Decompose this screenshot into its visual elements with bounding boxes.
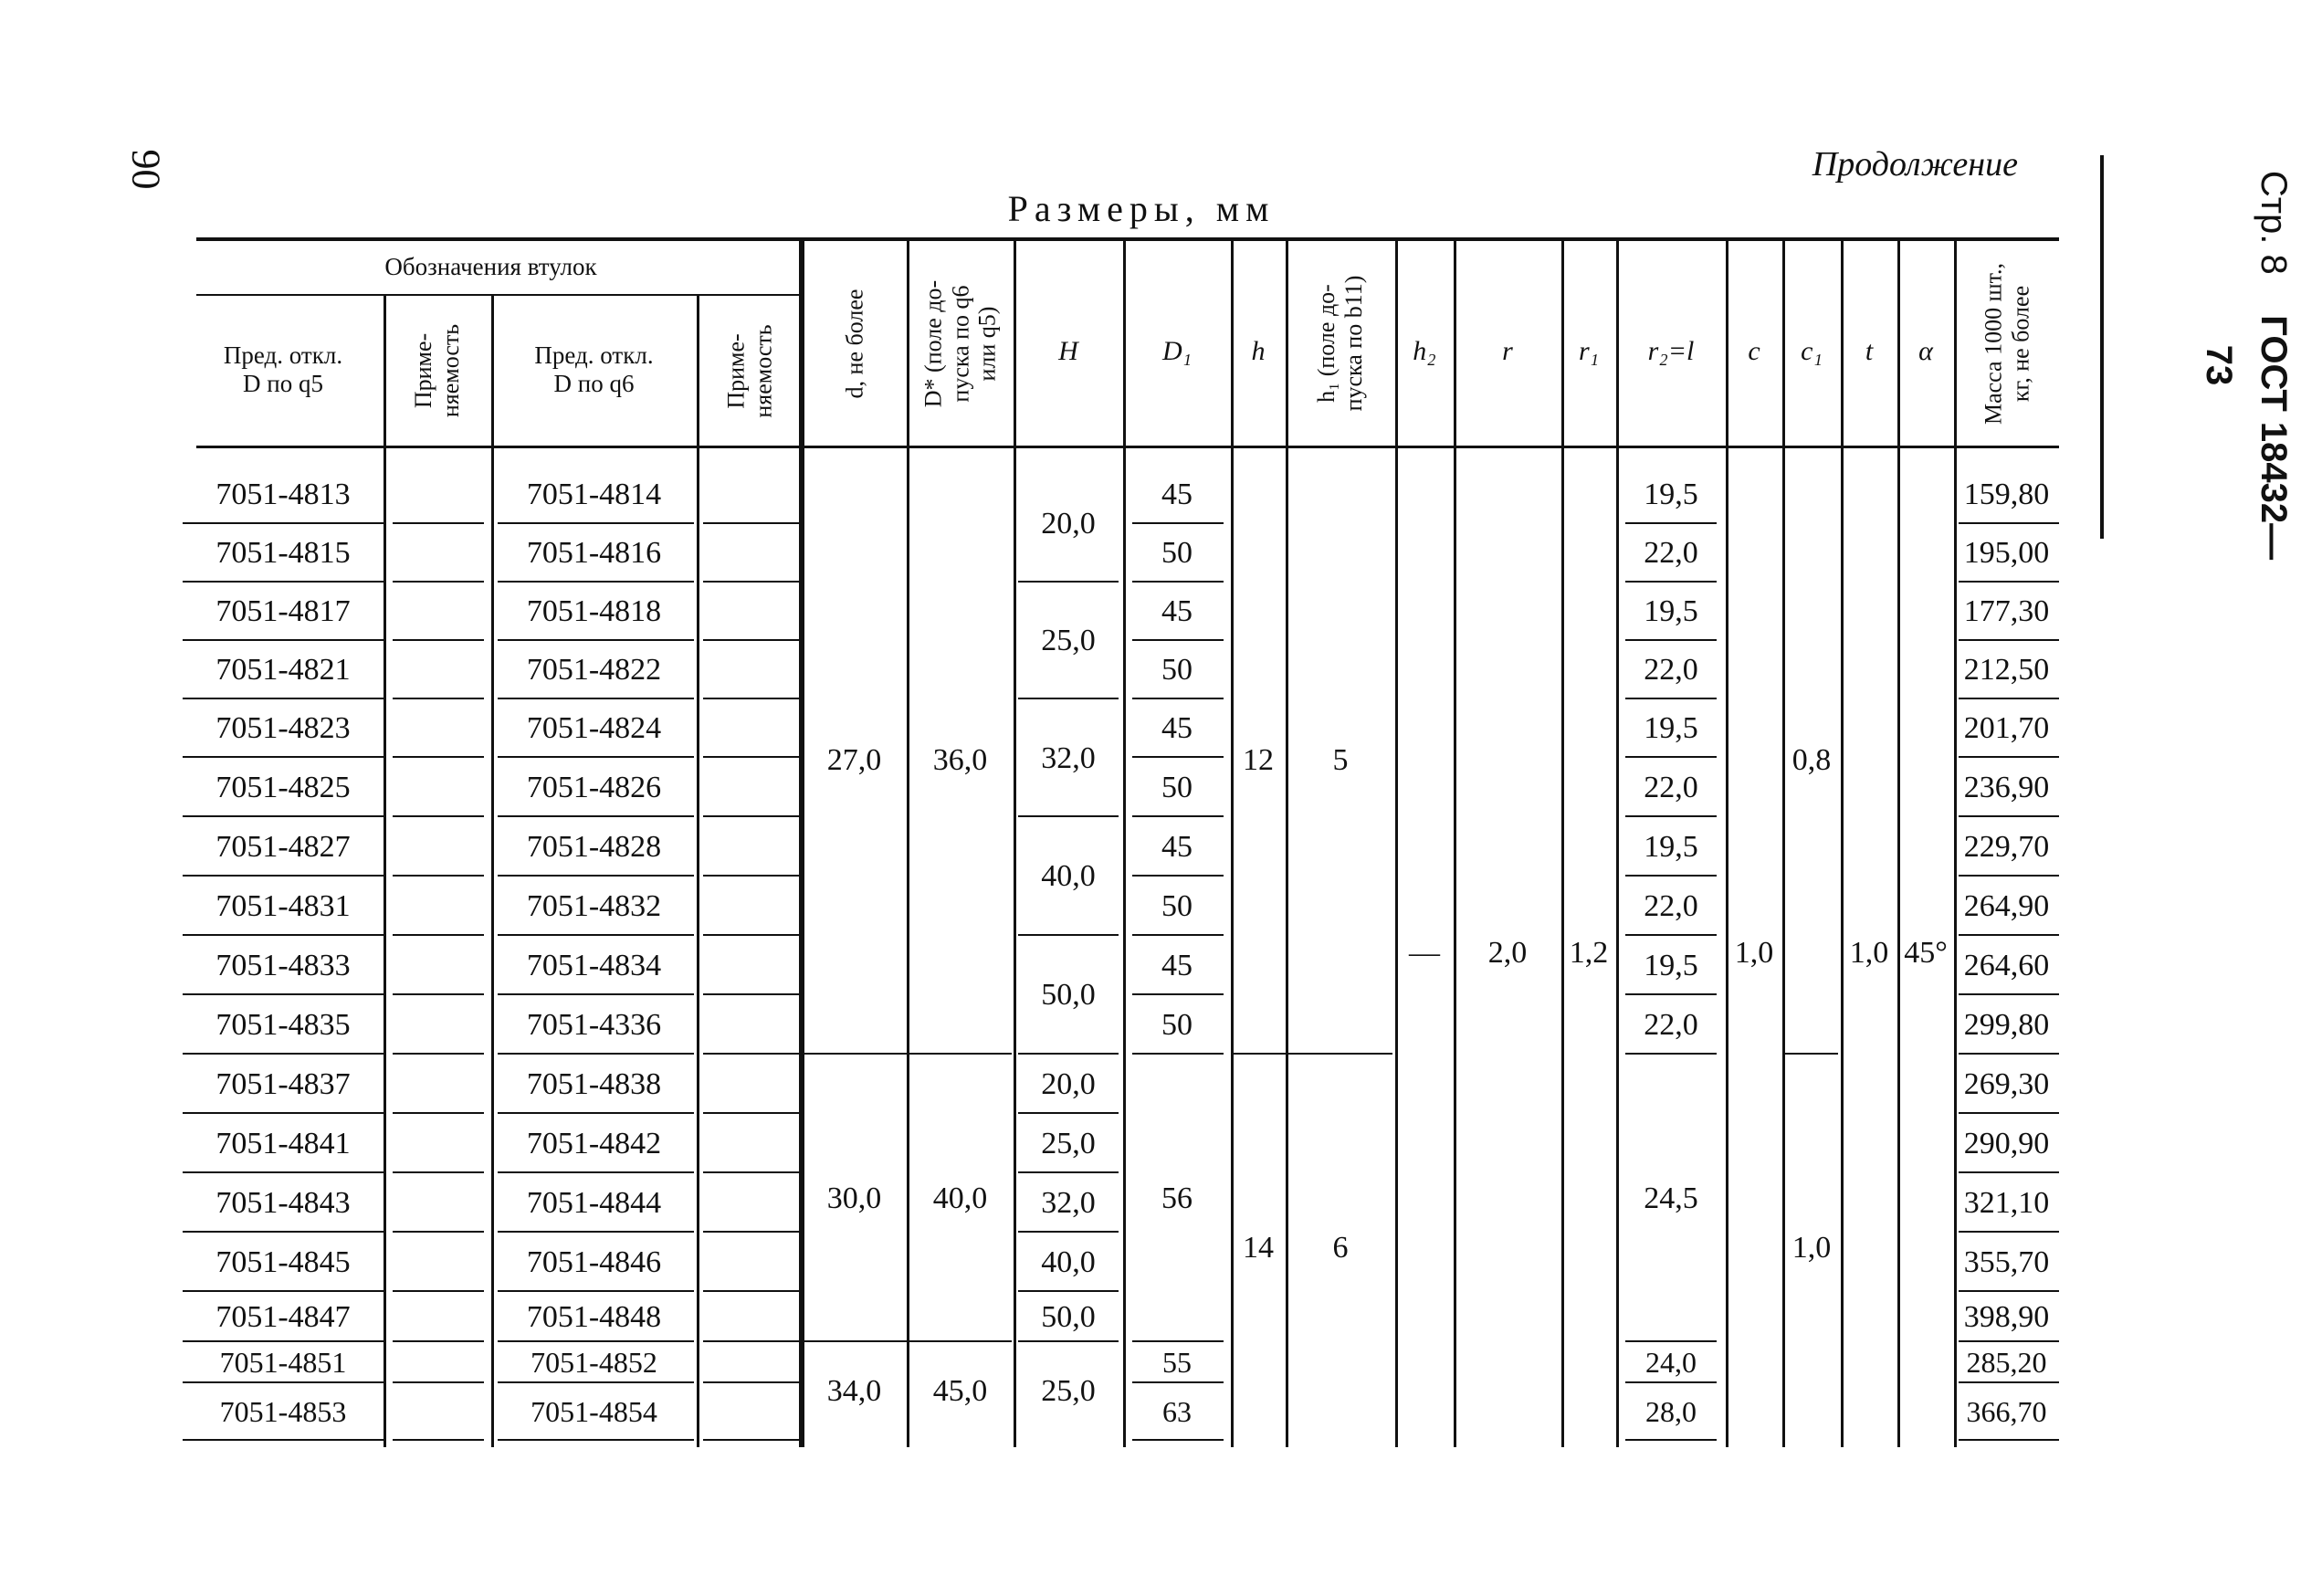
r2-cell: 24,0 xyxy=(1645,1346,1697,1379)
r2-cell: 22,0 xyxy=(1644,770,1698,804)
row-rule xyxy=(1018,698,1119,699)
header-r2: r₂=l xyxy=(1647,335,1695,366)
d1-cell: 50 xyxy=(1161,536,1193,570)
row-rule xyxy=(1625,1340,1717,1342)
row-rule xyxy=(393,522,484,524)
header-pred-q5: Пред. откл. D по q5 xyxy=(223,341,343,397)
d1-cell: 50 xyxy=(1161,1007,1193,1042)
row-rule xyxy=(703,581,799,583)
r2-cell: 22,0 xyxy=(1644,888,1698,923)
r2-cell: 19,5 xyxy=(1644,829,1698,864)
designation-q5-cell: 7051-4827 xyxy=(215,829,351,864)
row-rule xyxy=(393,1340,484,1342)
designation-q5-cell: 7051-4841 xyxy=(215,1126,351,1160)
designation-q6-cell: 7051-4818 xyxy=(526,594,662,628)
row-rule xyxy=(703,698,799,699)
row-rule xyxy=(703,993,799,995)
mass-cell: 177,30 xyxy=(1963,594,2050,628)
d1-cell: 50 xyxy=(1161,653,1193,687)
designation-q6-cell: 7051-4824 xyxy=(526,711,662,745)
column-divider xyxy=(384,295,386,1447)
header-d: d, не более xyxy=(840,289,867,398)
designation-q6-cell: 7051-4816 xyxy=(526,536,662,570)
mass-cell: 201,70 xyxy=(1963,711,2050,745)
mass-cell: 195,00 xyxy=(1963,536,2050,570)
designation-q5-cell: 7051-4813 xyxy=(215,478,351,511)
row-rule xyxy=(1018,1053,1119,1055)
c1-group-2: 1,0 xyxy=(1791,1230,1832,1265)
mass-cell: 285,20 xyxy=(1966,1346,2047,1379)
designation-q5-cell: 7051-4821 xyxy=(215,653,351,687)
mass-cell: 264,60 xyxy=(1963,948,2050,982)
dstar-group-2: 40,0 xyxy=(932,1181,988,1215)
d-group-1: 27,0 xyxy=(826,742,882,777)
row-rule xyxy=(393,875,484,877)
row-rule xyxy=(703,1231,799,1233)
page-number: 90 xyxy=(123,149,169,190)
table-top-rule xyxy=(196,237,2059,241)
d-group-2: 30,0 xyxy=(826,1181,882,1215)
row-rule xyxy=(703,1381,799,1383)
group-rule xyxy=(804,1340,1012,1342)
d1-cell: 45 xyxy=(1161,948,1193,982)
designation-q6-cell: 7051-4336 xyxy=(526,1007,662,1042)
r2-cell: 19,5 xyxy=(1644,711,1698,745)
sidebar-standard: ГОСТ 18432—73 xyxy=(2199,315,2294,561)
row-rule xyxy=(393,815,484,817)
h-height-group-7: 25,0 xyxy=(1041,1374,1096,1408)
mass-cell: 299,80 xyxy=(1963,1007,2050,1042)
mass-cell: 236,90 xyxy=(1963,770,2050,804)
mass-cell: 269,30 xyxy=(1963,1066,2050,1101)
d1-cell: 50 xyxy=(1161,770,1193,804)
designation-q5-cell: 7051-4845 xyxy=(215,1244,351,1279)
r1-all: 1,2 xyxy=(1569,936,1609,970)
designation-q5-cell: 7051-4847 xyxy=(215,1299,351,1334)
header-D1: D₁ xyxy=(1161,335,1193,366)
dstar-group-1: 36,0 xyxy=(932,742,988,777)
c1-group-1: 0,8 xyxy=(1791,742,1832,777)
designation-q5-cell: 7051-4835 xyxy=(215,1007,351,1042)
h-height-group-4: 40,0 xyxy=(1041,859,1096,893)
header-H: H xyxy=(1058,335,1078,366)
row-rule xyxy=(703,639,799,641)
h-group-1: 12 xyxy=(1243,742,1274,777)
row-rule xyxy=(1959,1439,2059,1441)
sidebar-page-ref: Стр. 8 xyxy=(2254,170,2294,275)
r2-cell: 19,5 xyxy=(1644,594,1698,628)
r2-cell: 22,0 xyxy=(1644,1007,1698,1042)
group-rule xyxy=(1233,1053,1392,1055)
designation-q5-cell: 7051-4831 xyxy=(215,888,351,923)
designation-q6-cell: 7051-4838 xyxy=(526,1066,662,1101)
row-rule xyxy=(498,1439,694,1441)
row-rule xyxy=(703,522,799,524)
row-rule xyxy=(393,1231,484,1233)
row-rule xyxy=(393,756,484,758)
mass-cell: 355,70 xyxy=(1963,1244,2050,1279)
header-r: r xyxy=(1502,335,1513,366)
h-height-group-2: 25,0 xyxy=(1041,624,1096,657)
header-designations: Обозначения втулок xyxy=(384,253,597,281)
header-h2: h₂ xyxy=(1413,335,1436,366)
designation-q6-cell: 7051-4848 xyxy=(526,1299,662,1334)
designation-q5-cell: 7051-4837 xyxy=(215,1066,351,1101)
header-applicability-1: Приме- няемость xyxy=(410,323,464,418)
row-rule xyxy=(393,639,484,641)
mass-cell: 212,50 xyxy=(1963,653,2050,687)
r-all: 2,0 xyxy=(1487,936,1528,970)
d-group-3: 34,0 xyxy=(826,1374,882,1408)
d1-cell: 50 xyxy=(1161,888,1193,923)
designation-q6-cell: 7051-4828 xyxy=(526,829,662,864)
sidebar-rule xyxy=(2100,155,2104,539)
r2-cell: 28,0 xyxy=(1645,1395,1697,1428)
designations-underline xyxy=(196,294,799,296)
t-all: 1,0 xyxy=(1849,936,1889,970)
d1-cell: 45 xyxy=(1161,478,1193,511)
header-c: c xyxy=(1748,335,1760,366)
mass-cell: 229,70 xyxy=(1963,829,2050,864)
row-rule xyxy=(393,1439,484,1441)
dstar-group-3: 45,0 xyxy=(932,1374,988,1408)
d1-cell: 45 xyxy=(1161,829,1193,864)
mass-cell: 321,10 xyxy=(1963,1185,2050,1220)
row-rule xyxy=(393,581,484,583)
h2-all: — xyxy=(1409,936,1440,970)
header-h: h xyxy=(1251,335,1266,366)
r2-group-2: 24,5 xyxy=(1644,1181,1698,1215)
header-mass: Масса 1000 шт., кг, не более xyxy=(1979,262,2033,425)
h-height-cell: 20,0 xyxy=(1041,1066,1096,1101)
row-rule xyxy=(703,1171,799,1173)
h-height-group-3: 32,0 xyxy=(1041,740,1096,775)
designation-q6-cell: 7051-4842 xyxy=(526,1126,662,1160)
row-rule xyxy=(393,1053,484,1055)
row-rule xyxy=(703,1340,799,1342)
designation-q6-cell: 7051-4822 xyxy=(526,653,662,687)
row-rule xyxy=(1132,1439,1224,1441)
row-rule xyxy=(703,1290,799,1292)
group-rule xyxy=(804,1053,1012,1055)
d1-cell: 45 xyxy=(1161,594,1193,628)
designation-q6-cell: 7051-4846 xyxy=(526,1244,662,1279)
designation-q6-cell: 7051-4852 xyxy=(531,1346,657,1379)
designation-q5-cell: 7051-4833 xyxy=(215,948,351,982)
header-applicability-2: Приме- няемость xyxy=(721,323,776,418)
row-rule xyxy=(703,934,799,936)
d1-group-2: 56 xyxy=(1161,1181,1193,1215)
continuation-label: Продолжение xyxy=(1812,145,2018,184)
designation-q5-cell: 7051-4843 xyxy=(215,1185,351,1220)
row-rule xyxy=(703,756,799,758)
row-rule xyxy=(393,1112,484,1114)
row-rule xyxy=(703,1439,799,1441)
sizes-title: Размеры, мм xyxy=(1007,188,1276,229)
header-alpha: α xyxy=(1918,335,1933,366)
header-pred-q6: Пред. откл. D по q6 xyxy=(534,341,654,397)
mass-cell: 290,90 xyxy=(1963,1126,2050,1160)
group-rule xyxy=(1785,1053,1838,1055)
r2-cell: 19,5 xyxy=(1644,478,1698,511)
designation-q6-cell: 7051-4854 xyxy=(531,1395,657,1428)
sidebar-standard-ref xyxy=(2199,164,2301,566)
row-rule xyxy=(1018,581,1119,583)
row-rule xyxy=(1018,934,1119,936)
mass-cell: 366,70 xyxy=(1966,1395,2047,1428)
row-rule xyxy=(703,815,799,817)
header-t: t xyxy=(1865,335,1874,366)
designation-q6-cell: 7051-4832 xyxy=(526,888,662,923)
designation-q5-cell: 7051-4825 xyxy=(215,770,351,804)
header-h1: h₁ (поле до- пуска по b11) xyxy=(1313,275,1367,412)
d1-cell: 55 xyxy=(1162,1346,1192,1379)
mass-cell: 159,80 xyxy=(1963,478,2050,511)
mass-cell: 398,90 xyxy=(1963,1299,2050,1334)
row-rule xyxy=(703,875,799,877)
designation-q5-cell: 7051-4815 xyxy=(215,536,351,570)
designation-q6-cell: 7051-4826 xyxy=(526,770,662,804)
row-rule xyxy=(183,1439,384,1441)
h-height-cell: 32,0 xyxy=(1041,1185,1096,1220)
row-rule xyxy=(393,1171,484,1173)
row-rule xyxy=(393,698,484,699)
row-rule xyxy=(393,1381,484,1383)
h-height-cell: 50,0 xyxy=(1041,1299,1096,1334)
row-rule xyxy=(1625,1439,1717,1441)
row-rule xyxy=(393,993,484,995)
h-height-group-1: 20,0 xyxy=(1041,507,1096,541)
designation-q6-cell: 7051-4844 xyxy=(526,1185,662,1220)
h1-group-1: 5 xyxy=(1332,742,1349,777)
c-all: 1,0 xyxy=(1734,936,1774,970)
h-height-cell: 40,0 xyxy=(1041,1244,1096,1279)
header-r1: r₁ xyxy=(1578,335,1600,366)
designation-q5-cell: 7051-4851 xyxy=(219,1346,347,1379)
h-height-cell: 25,0 xyxy=(1041,1126,1096,1160)
designation-q5-cell: 7051-4817 xyxy=(215,594,351,628)
row-rule xyxy=(703,1053,799,1055)
row-rule xyxy=(393,1290,484,1292)
d1-cell: 45 xyxy=(1161,711,1193,745)
row-rule xyxy=(1132,1340,1224,1342)
header-dstar: D* (поле до- пуска по q6 или q5) xyxy=(919,279,1001,407)
alpha-all: 45° xyxy=(1904,936,1948,970)
r2-cell: 22,0 xyxy=(1644,536,1698,570)
column-divider xyxy=(697,295,699,1447)
row-rule xyxy=(393,934,484,936)
row-rule xyxy=(703,1112,799,1114)
designation-q5-cell: 7051-4853 xyxy=(219,1395,347,1428)
header-c1: c₁ xyxy=(1801,335,1823,366)
d1-cell: 63 xyxy=(1162,1395,1192,1428)
h1-group-2: 6 xyxy=(1332,1230,1349,1265)
row-rule xyxy=(1018,815,1119,817)
r2-cell: 19,5 xyxy=(1644,948,1698,982)
mass-cell: 264,90 xyxy=(1963,888,2050,923)
header-bottom-rule xyxy=(196,446,2059,448)
designation-q6-cell: 7051-4834 xyxy=(526,948,662,982)
designation-q6-cell: 7051-4814 xyxy=(526,478,662,511)
h-height-group-5: 50,0 xyxy=(1041,978,1096,1012)
h-group-2: 14 xyxy=(1243,1230,1274,1265)
r2-cell: 22,0 xyxy=(1644,653,1698,687)
designation-q5-cell: 7051-4823 xyxy=(215,711,351,745)
